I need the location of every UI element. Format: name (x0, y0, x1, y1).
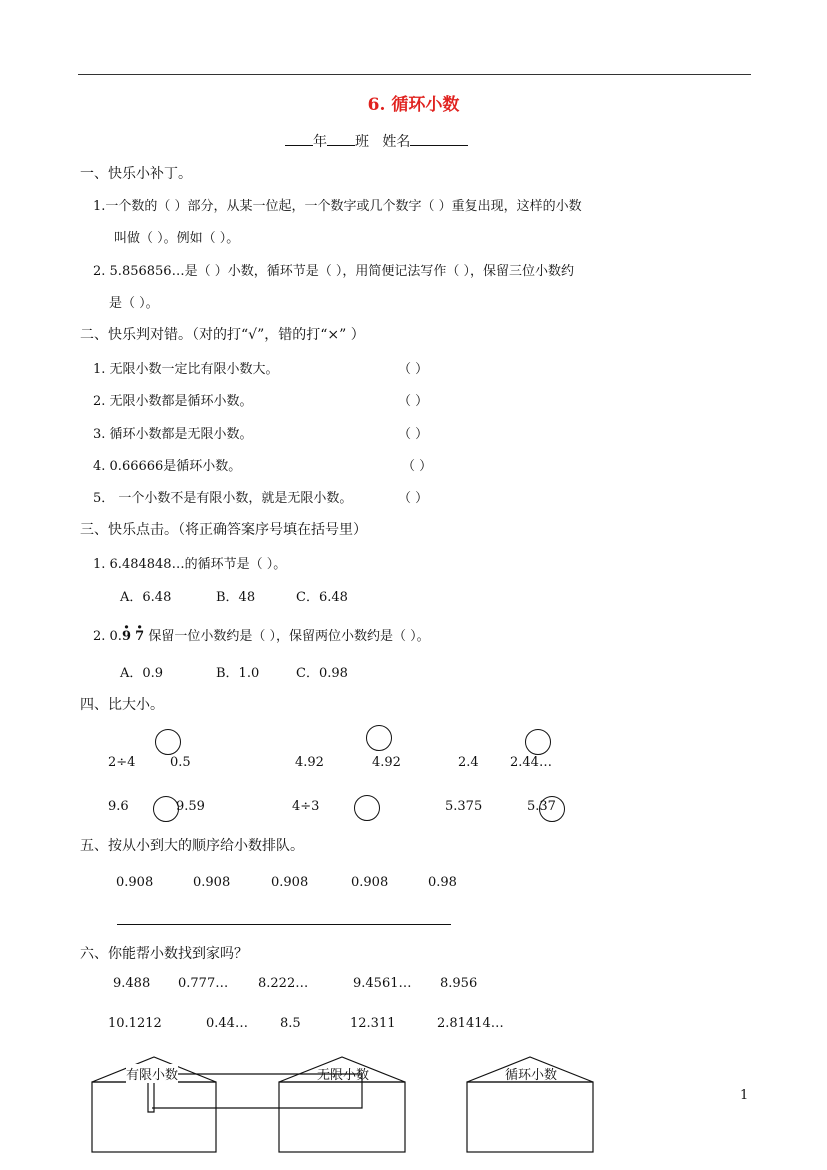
year-label: 年 (313, 134, 327, 150)
order-num-2: 0.908 (193, 875, 231, 890)
sec2-item-1: 1. 无限小数一定比有限小数大。 (93, 362, 279, 377)
house-label-1: 有限小数 (126, 1064, 178, 1083)
compare-r2-d: 5.375 (445, 799, 483, 814)
name-label: 姓名 (382, 134, 411, 150)
order-num-3: 0.908 (271, 875, 309, 890)
decimal-r1-3[interactable]: 8.222… (258, 976, 309, 991)
compare-r1-b: 0.5 (170, 755, 191, 770)
sec1-q1-line2: 叫做（ ）。例如（ ）。 (114, 231, 240, 246)
sec2-paren-4: （ ） (402, 459, 433, 474)
sec1-q1-line1: 1.一个数的（ ）部分，从某一位起，一个数字或几个数字（ ）重复出现，这样的小数 (93, 199, 582, 214)
sec1-heading: 一、快乐小补丁。 (80, 166, 192, 182)
compare-r2-a: 9.6 (108, 799, 129, 814)
sec5-heading: 五、按从小到大的顺序给小数排队。 (80, 838, 304, 854)
sec3-q1-opt-c: C．6.48 (296, 590, 348, 605)
decimal-r1-1[interactable]: 9.488 (113, 976, 151, 991)
sec3-heading: 三、快乐点击。（将正确答案序号填在括号里） (80, 522, 367, 538)
sec3-q2-opt-c: C．0.98 (296, 666, 348, 681)
decimal-r2-1[interactable]: 10.1212 (108, 1016, 162, 1031)
decimal-r2-3[interactable]: 8.5 (280, 1016, 301, 1031)
sec2-paren-2: （ ） (398, 394, 429, 409)
class-label: 班 (355, 134, 369, 150)
recurring-digit-7: 7 · (135, 629, 144, 644)
decimal-r2-2[interactable]: 0.44… (206, 1016, 248, 1031)
compare-r1-c: 4.92 (295, 755, 324, 770)
decimal-r1-2[interactable]: 0.777… (178, 976, 229, 991)
compare-r1-a: 2÷4 (108, 755, 136, 770)
sec4-heading: 四、比大小。 (80, 697, 164, 713)
decimal-r1-5[interactable]: 8.956 (440, 976, 478, 991)
sec2-item-2: 2. 无限小数都是循环小数。 (93, 394, 253, 409)
sec2-heading: 二、快乐判对错。（对的打“√”，错的打“×” ） (80, 327, 365, 343)
sec3-q2-opt-b: B．1.0 (216, 666, 260, 681)
sec2-item-3: 3. 循环小数都是无限小数。 (93, 427, 253, 442)
page-title: 6. 循环小数 (367, 95, 460, 115)
sec3-q1: 1. 6.484848…的循环节是（ ）。 (93, 557, 287, 572)
decimal-r2-5[interactable]: 2.81414… (437, 1016, 504, 1031)
sec2-item-4: 4. 0.66666是循环小数。 (93, 459, 242, 474)
sec2-paren-3: （ ） (398, 427, 429, 442)
sec2-paren-1: （ ） (398, 362, 429, 377)
sec6-heading: 六、你能帮小数找到家吗？ (80, 946, 248, 962)
sec3-q2-opt-a: A．0.9 (120, 666, 164, 681)
recurring-digit-9: 9 · (122, 629, 131, 644)
compare-r1-e: 2.4 (458, 755, 479, 770)
sec1-q2-line1: 2. 5.856856…是（ ）小数，循环节是（ ），用简便记法写作（ ），保留三位小数约 (93, 264, 574, 279)
order-num-1: 0.908 (116, 875, 154, 890)
house-label-3: 循环小数 (505, 1068, 558, 1083)
house-body-3 (467, 1082, 593, 1152)
sec3-q1-opt-b: B．48 (216, 590, 256, 605)
compare-r2-c: 4÷3 (292, 799, 320, 814)
decimal-r1-4[interactable]: 9.4561… (353, 976, 412, 991)
sec1-q2-line2: 是（ ）。 (109, 296, 159, 311)
order-num-4: 0.908 (351, 875, 389, 890)
compare-r1-d: 4.92 (372, 755, 401, 770)
compare-r2-b: 9.59 (176, 799, 205, 814)
page-number: 1 (740, 1088, 749, 1103)
sec3-q1-opt-a: A．6.48 (120, 590, 172, 605)
compare-r2-e: 5.37 (527, 799, 556, 814)
decimal-r2-4[interactable]: 12.311 (350, 1016, 396, 1031)
order-num-5: 0.98 (428, 875, 457, 890)
house-body-2 (279, 1082, 405, 1152)
sec3-q2: 2. 0.9 · 7 · 保留一位小数约是（ ），保留两位小数约是（ ）。 (93, 625, 430, 644)
sec2-item-5: 5． 一个小数不是有限小数，就是无限小数。 (93, 491, 353, 506)
sec2-paren-5: （ ） (398, 491, 429, 506)
compare-r1-f: 2.44… (510, 755, 552, 770)
house-label-2: 无限小数 (317, 1068, 370, 1083)
